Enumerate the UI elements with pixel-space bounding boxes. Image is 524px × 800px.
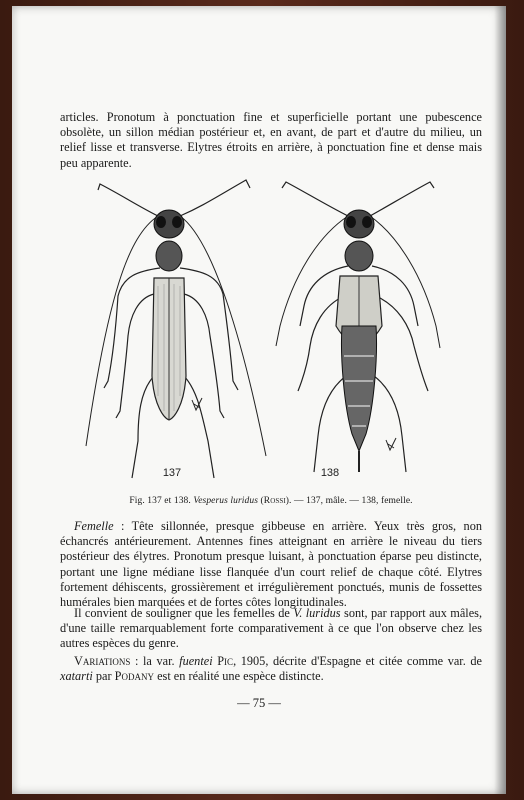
note-before: Il convient de souligner que les femelles de (74, 606, 290, 620)
variations-t2: , 1905, décrite d'Espagne et citée comme var. de (233, 654, 482, 668)
variations-t3: par (95, 669, 112, 684)
note-species: V. luridus (293, 606, 341, 620)
variations-label: Variations (74, 654, 131, 668)
variations-author1: Pic (217, 654, 234, 668)
figure-label-137: 137 (162, 467, 182, 479)
variations-t4: est en réalité une espèce distincte. (157, 669, 324, 684)
page-number: — 75 — (237, 696, 281, 710)
figure-beetles (68, 176, 468, 488)
page-gutter (494, 6, 506, 794)
caption-prefix: Fig. 137 et 138. (129, 496, 191, 506)
caption-species: Vesperus luridus (193, 496, 259, 506)
paragraph-intro: articles. Pronotum à ponctuation fine et superficielle portant une pubescence obsolète, un sillon médian postérieur et, en avant, de part et d'autre du milieu, un relief lisse et transverse. Elytres étroits en arrière, à ponctuation fine et dense mais peu apparente. (60, 110, 482, 170)
caption-rest: — 137, mâle. — 138, femelle. (294, 496, 413, 506)
variations-author2: Podany (114, 669, 154, 684)
book-page (12, 6, 506, 794)
paragraph-variations (60, 654, 482, 684)
variations-t1: : la var. (134, 654, 175, 668)
figure-caption (60, 496, 482, 506)
paragraph-note (60, 606, 482, 652)
variations-var2: xatarti (60, 669, 93, 684)
paragraph-female (60, 519, 482, 610)
caption-author: (Rossi). (260, 496, 292, 506)
variations-var-name: fuentei (179, 654, 213, 668)
female-text: : Tête sillonnée, presque gibbeuse en arrière. Yeux très gros, non échancrés antérieurement. Antennes fines atteignant en arrière le niveau du tiers postérieur des élytres. Pronotum presque luisant, à ponctuation éparse peu distincte, portant une ligne médiane lisse flanquée d'un court relief de chaque côté. Elytres fortement déhiscents, grossièrement et irrégulièrement ponctués, munis de fossettes humérales bien marquées et de fortes côtes longitudinales. (60, 519, 482, 610)
figure-label-138: 138 (320, 467, 340, 479)
note-after: sont, par rapport aux mâles, d'une taille remarquablement forte comparativement à ce que l'on observe chez les autres espèces du genre. (60, 606, 483, 651)
female-label: Femelle (74, 519, 114, 533)
